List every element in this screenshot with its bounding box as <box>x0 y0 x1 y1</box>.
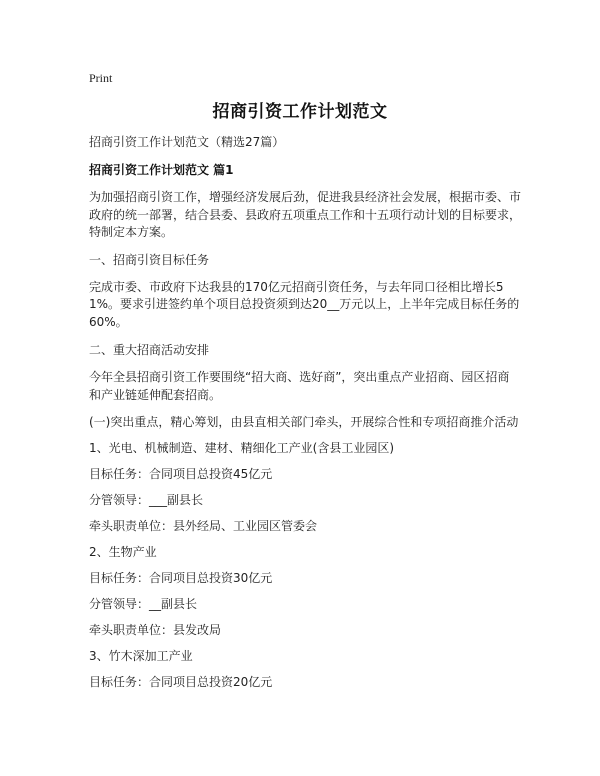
list-item-3-title: 3、竹木深加工产业 <box>89 649 193 663</box>
heading-activities: 二、重大招商活动安排 <box>89 343 210 357</box>
list-item-1-leader: 分管领导：___副县长 <box>89 493 204 507</box>
intro-paragraph: 为加强招商引资工作，增强经济发展后劲，促进我县经济社会发展，根据市委、市政府的统一部署，结合县委、县政府五项重点工作和十五项行动计划的目标要求，特制定本方案。 <box>89 190 522 239</box>
print-link[interactable]: Print <box>89 71 113 85</box>
focus-paragraph: (一)突出重点，精心筹划，由县直相关部门牵头，开展综合性和专项招商推介活动 <box>89 415 519 429</box>
document-body <box>89 133 521 691</box>
list-item-1-title: 1、光电、机械制造、建材、精细化工产业(含县工业园区) <box>89 441 395 455</box>
list-item-2-target: 目标任务：合同项目总投资30亿元 <box>89 571 273 585</box>
heading-targets: 一、招商引资目标任务 <box>89 252 210 267</box>
page-title: 招商引资工作计划范文 <box>212 102 388 122</box>
subtitle: 招商引资工作计划范文（精选27篇） <box>89 135 285 149</box>
list-item-1-unit: 牵头职责单位：县外经局、工业园区管委会 <box>89 519 318 533</box>
section-heading: 招商引资工作计划范文 篇1 <box>89 163 234 177</box>
activities-paragraph: 今年全县招商引资工作要围绕“招大商、选好商”，突出重点产业招商、园区招商和产业链延伸配套招商。 <box>89 370 510 402</box>
list-item-2-unit: 牵头职责单位：县发改局 <box>89 623 222 637</box>
list-item-2-leader: 分管领导：__副县长 <box>89 597 198 611</box>
list-item-2-title: 2、生物产业 <box>89 545 157 559</box>
list-item-3-target: 目标任务：合同项目总投资20亿元 <box>89 675 273 689</box>
targets-paragraph: 完成市委、市政府下达我县的170亿元招商引资任务，与去年同口径相比增长51%。要求引进签约单个项目总投资须到达20__万元以上，上半年完成目标任务的60%。 <box>89 279 520 329</box>
list-item-1-target: 目标任务：合同项目总投资45亿元 <box>89 467 273 481</box>
